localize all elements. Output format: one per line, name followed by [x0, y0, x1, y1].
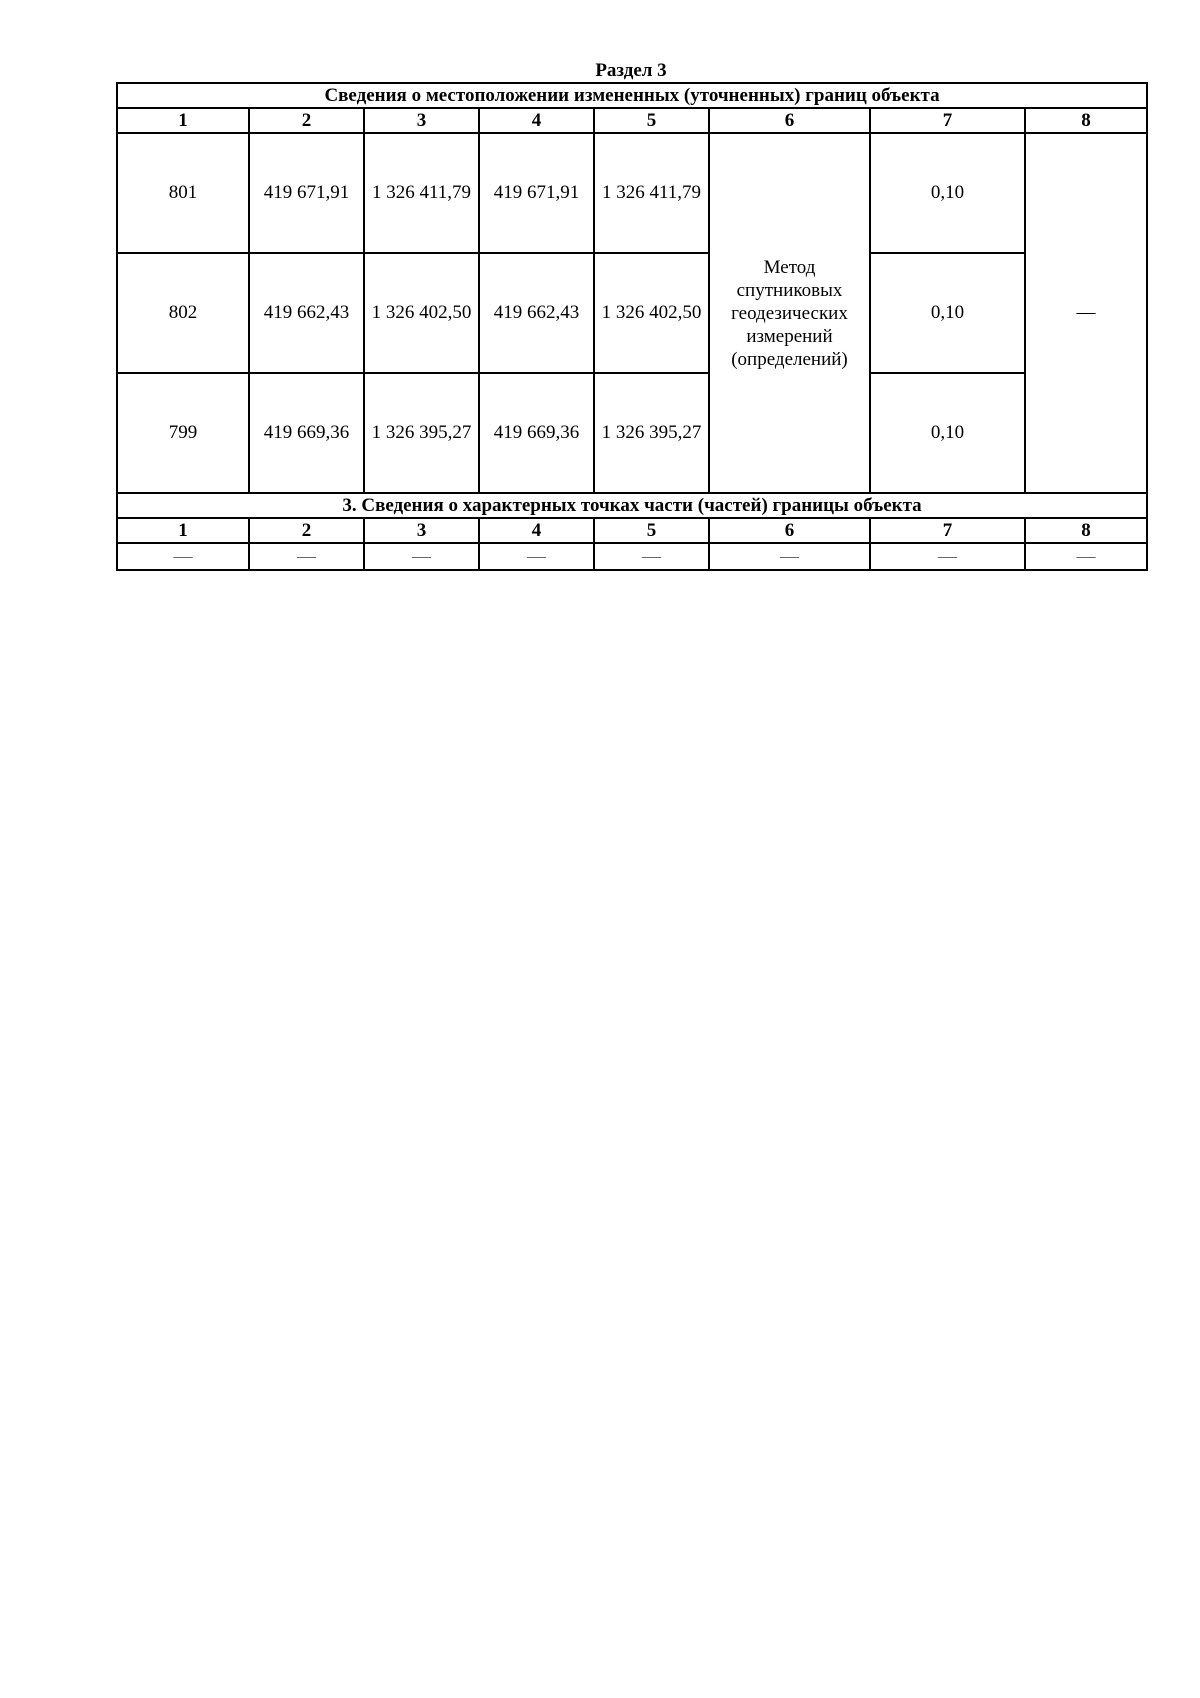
column-number: 8	[1025, 518, 1147, 543]
table-row	[117, 253, 1147, 373]
accuracy-cell: 0,10	[870, 253, 1025, 373]
table-row	[117, 543, 1147, 570]
coordinate-cell: 1 326 402,50	[594, 253, 709, 373]
coordinate-cell: 1 326 395,27	[364, 373, 479, 493]
coordinate-cell: 419 662,43	[249, 253, 364, 373]
column-number: 3	[364, 518, 479, 543]
column-number: 7	[870, 518, 1025, 543]
column-number: 4	[479, 518, 594, 543]
column-number: 5	[594, 108, 709, 133]
point-number-cell: 802	[117, 253, 249, 373]
empty-cell: —	[1025, 543, 1147, 570]
column-number: 2	[249, 518, 364, 543]
column-number: 2	[249, 108, 364, 133]
point-number-cell: 799	[117, 373, 249, 493]
coordinate-cell: 1 326 411,79	[364, 133, 479, 253]
column-number-row	[117, 108, 1147, 133]
coordinate-cell: 1 326 395,27	[594, 373, 709, 493]
accuracy-cell: 0,10	[870, 133, 1025, 253]
column-number: 1	[117, 108, 249, 133]
table-caption-row	[117, 83, 1147, 108]
coordinate-cell: 419 671,91	[249, 133, 364, 253]
column-number: 5	[594, 518, 709, 543]
column-number: 3	[364, 108, 479, 133]
coordinate-cell: 1 326 402,50	[364, 253, 479, 373]
column-number: 6	[709, 108, 870, 133]
empty-cell: —	[709, 543, 870, 570]
method-line: спутниковых	[736, 279, 843, 301]
column-number: 8	[1025, 108, 1147, 133]
empty-cell: —	[870, 543, 1025, 570]
column-number: 4	[479, 108, 594, 133]
coordinate-cell: 1 326 411,79	[594, 133, 709, 253]
table-row	[117, 373, 1147, 493]
column-number: 1	[117, 518, 249, 543]
empty-cell: —	[594, 543, 709, 570]
method-cell	[709, 133, 870, 493]
empty-cell: —	[117, 543, 249, 570]
method-line: измерений	[746, 325, 833, 347]
table-caption-row	[117, 493, 1147, 518]
coordinate-cell: 419 662,43	[479, 253, 594, 373]
table-caption-bottom: 3. Сведения о характерных точках части (частей) границы объекта	[117, 493, 1147, 518]
coordinate-cell: 419 669,36	[249, 373, 364, 493]
empty-cell: —	[249, 543, 364, 570]
coordinate-cell: 419 671,91	[479, 133, 594, 253]
method-line: Метод	[763, 256, 816, 278]
point-number-cell: 801	[117, 133, 249, 253]
table-caption-top: Сведения о местоположении измененных (уточненных) границ объекта	[117, 83, 1147, 108]
column-number-row	[117, 518, 1147, 543]
accuracy-cell: 0,10	[870, 373, 1025, 493]
method-line: геодезических	[731, 302, 848, 324]
coordinate-cell: 419 669,36	[479, 373, 594, 493]
column-number: 7	[870, 108, 1025, 133]
empty-cell: —	[364, 543, 479, 570]
column-number: 6	[709, 518, 870, 543]
section-title: Раздел 3	[595, 60, 667, 81]
method-line: (определений)	[731, 348, 848, 370]
description-cell: —	[1025, 133, 1147, 493]
empty-cell: —	[479, 543, 594, 570]
table-row	[117, 133, 1147, 253]
boundary-table	[116, 82, 1148, 571]
